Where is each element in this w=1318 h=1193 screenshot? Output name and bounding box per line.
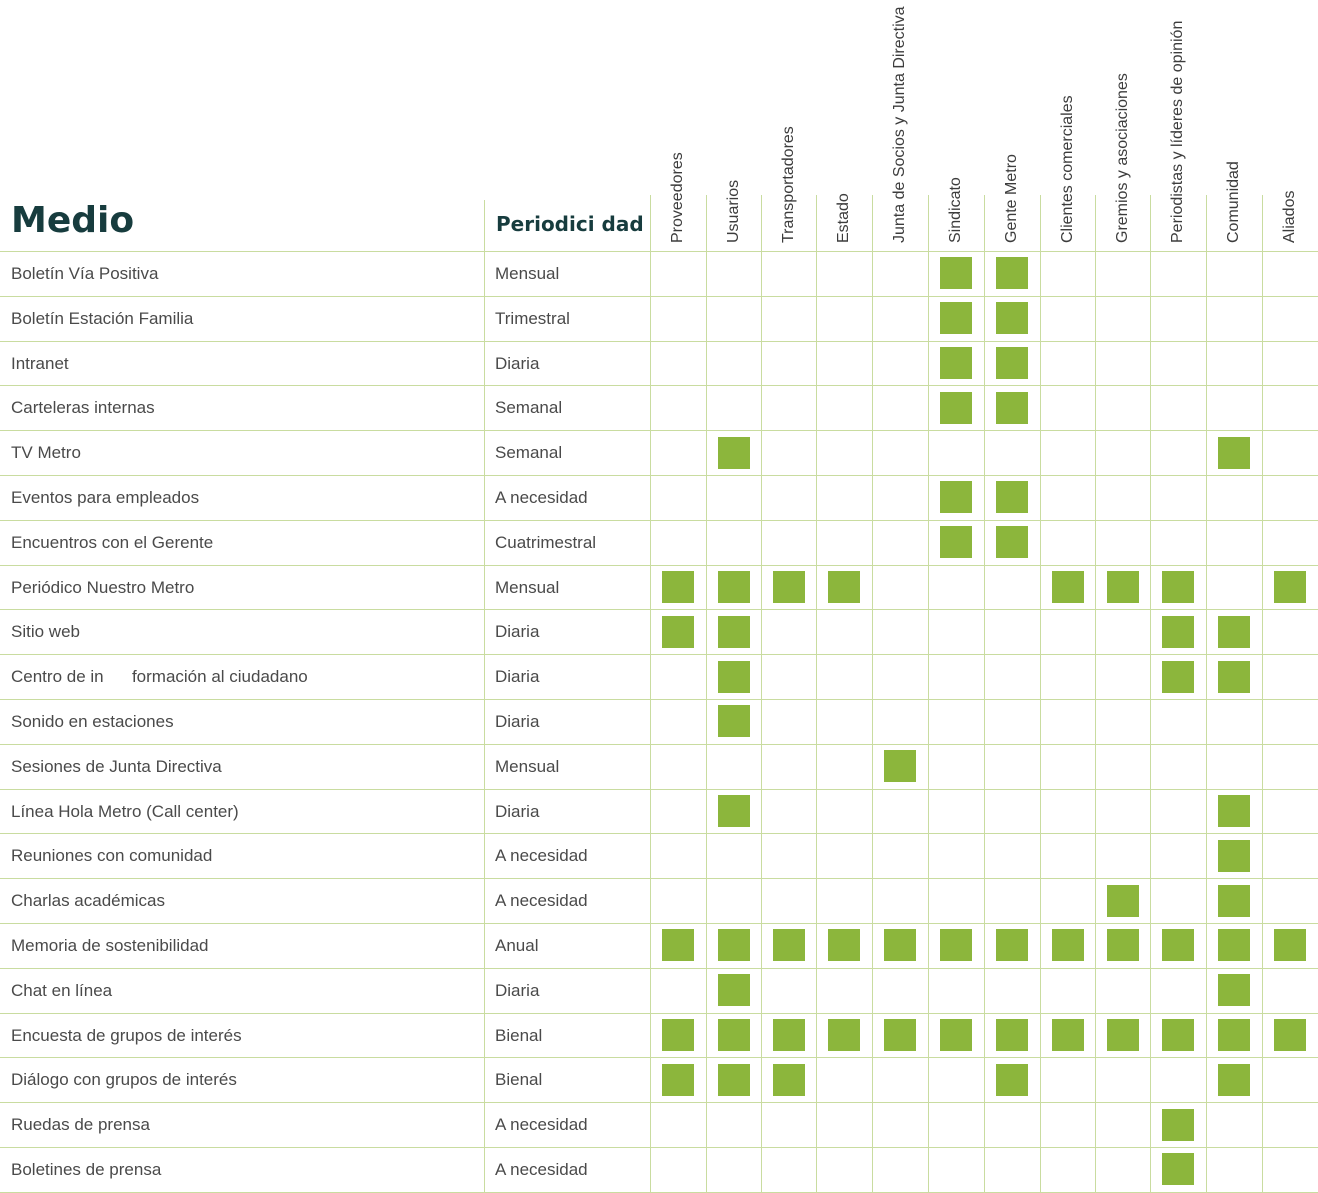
check-mark (1218, 661, 1250, 693)
check-mark (940, 929, 972, 961)
column-divider (1150, 195, 1151, 1193)
check-mark (996, 347, 1028, 379)
column-divider (706, 195, 707, 1193)
row-divider (0, 385, 1318, 386)
check-mark (884, 929, 916, 961)
check-mark (996, 1064, 1028, 1096)
check-mark (662, 1064, 694, 1096)
row-periodicidad: Anual (495, 936, 539, 955)
check-mark (1218, 1019, 1250, 1051)
check-mark (718, 795, 750, 827)
check-mark (996, 1019, 1028, 1051)
row-divider (0, 430, 1318, 431)
row-divider (0, 296, 1318, 297)
stakeholder-header: Estado (835, 193, 852, 243)
check-mark (718, 974, 750, 1006)
stakeholder-header: Usuarios (724, 179, 742, 243)
row-medio: Sesiones de Junta Directiva (11, 757, 222, 776)
row-periodicidad: Mensual (495, 578, 560, 597)
row-medio: Ruedas de prensa (11, 1115, 150, 1134)
check-mark (1162, 1153, 1194, 1185)
row-periodicidad: Semanal (495, 443, 563, 462)
row-medio: Línea Hola Metro (Call center) (11, 802, 239, 821)
stakeholder-header: Comunidad (1225, 161, 1242, 243)
check-mark (773, 1064, 805, 1096)
check-mark (1107, 1019, 1139, 1051)
check-mark (996, 481, 1028, 513)
check-mark (1218, 437, 1250, 469)
check-mark (1218, 974, 1250, 1006)
check-mark (1274, 571, 1306, 603)
check-mark (1218, 616, 1250, 648)
check-mark (718, 616, 750, 648)
check-mark (1218, 929, 1250, 961)
row-medio: Intranet (11, 354, 69, 373)
column-divider (650, 195, 651, 1193)
row-periodicidad: A necesidad (495, 1160, 588, 1179)
check-mark (996, 392, 1028, 424)
row-divider (0, 609, 1318, 610)
check-mark (1052, 929, 1084, 961)
check-mark (996, 257, 1028, 289)
row-medio: Carteleras internas (11, 398, 155, 417)
column-divider (1095, 195, 1096, 1193)
header-divider (0, 251, 1318, 252)
check-mark (1162, 661, 1194, 693)
check-mark (773, 1019, 805, 1051)
check-mark (1218, 1064, 1250, 1096)
row-divider (0, 699, 1318, 700)
row-medio: Charlas académicas (11, 891, 166, 910)
row-divider (0, 1102, 1318, 1103)
row-divider (0, 1147, 1318, 1148)
row-periodicidad: Diaria (495, 354, 540, 373)
check-mark (940, 347, 972, 379)
row-periodicidad: Diaria (495, 622, 540, 641)
check-mark (1107, 571, 1139, 603)
row-medio: Boletín Estación Familia (11, 309, 194, 328)
check-mark (1218, 885, 1250, 917)
check-mark (662, 571, 694, 603)
row-divider (0, 744, 1318, 745)
stakeholder-header: Gente Metro (1003, 154, 1020, 243)
row-medio: Chat en línea (11, 981, 113, 1000)
check-mark (1274, 929, 1306, 961)
column-divider (1040, 195, 1041, 1193)
row-medio: Eventos para empleados (11, 488, 200, 507)
check-mark (718, 705, 750, 737)
check-mark (718, 1064, 750, 1096)
row-medio: Diálogo con grupos de interés (11, 1070, 237, 1089)
row-periodicidad: Mensual (495, 264, 560, 283)
check-mark (828, 929, 860, 961)
row-medio: Sonido en estaciones (11, 712, 174, 731)
row-divider (0, 833, 1318, 834)
row-periodicidad: Diaria (495, 981, 540, 1000)
row-periodicidad: A necesidad (495, 488, 588, 507)
row-divider (0, 968, 1318, 969)
row-medio: Reuniones con comunidad (11, 846, 213, 865)
check-mark (1107, 885, 1139, 917)
row-medio: Boletines de prensa (11, 1160, 162, 1179)
check-mark (773, 571, 805, 603)
row-divider (0, 654, 1318, 655)
check-mark (828, 571, 860, 603)
check-mark (1274, 1019, 1306, 1051)
stakeholder-header: Clientes comerciales (1058, 95, 1076, 243)
check-mark (996, 526, 1028, 558)
stakeholder-header: Periodistas y líderes de opinión (1169, 20, 1186, 243)
stakeholder-header: Aliados (1281, 190, 1298, 243)
check-mark (1107, 929, 1139, 961)
check-mark (662, 1019, 694, 1051)
check-mark (662, 616, 694, 648)
check-mark (1218, 840, 1250, 872)
stakeholder-header: Transportadores (779, 126, 797, 243)
check-mark (884, 1019, 916, 1051)
column-divider (484, 200, 485, 1193)
check-mark (940, 481, 972, 513)
check-mark (1052, 571, 1084, 603)
check-mark (1162, 616, 1194, 648)
check-mark (718, 437, 750, 469)
row-periodicidad: A necesidad (495, 1115, 588, 1134)
check-mark (996, 302, 1028, 334)
row-periodicidad: A necesidad (495, 846, 588, 865)
row-medio: Encuesta de grupos de interés (11, 1026, 242, 1045)
row-divider (0, 789, 1318, 790)
check-mark (1052, 1019, 1084, 1051)
row-periodicidad: Cuatrimestral (495, 533, 597, 552)
row-periodicidad: Mensual (495, 757, 560, 776)
row-medio: TV Metro (11, 443, 81, 462)
row-divider (0, 475, 1318, 476)
row-divider (0, 520, 1318, 521)
row-periodicidad: Trimestral (495, 309, 570, 328)
check-mark (884, 750, 916, 782)
row-medio: Sitio web (11, 622, 80, 641)
check-mark (718, 571, 750, 603)
row-periodicidad: Diaria (495, 802, 540, 821)
check-mark (996, 929, 1028, 961)
check-mark (718, 661, 750, 693)
check-mark (940, 392, 972, 424)
column-divider (761, 195, 762, 1193)
column-divider (1262, 195, 1263, 1193)
row-divider (0, 923, 1318, 924)
row-medio: Periódico Nuestro Metro (11, 578, 195, 597)
stakeholder-header: Junta de Socios y Junta Directiva (891, 6, 908, 243)
header-periodicidad: Periodici dad (496, 212, 644, 236)
check-mark (940, 526, 972, 558)
row-divider (0, 341, 1318, 342)
check-mark (773, 929, 805, 961)
row-medio: Encuentros con el Gerente (11, 533, 214, 552)
check-mark (1162, 929, 1194, 961)
row-divider (0, 1013, 1318, 1014)
check-mark (1162, 571, 1194, 603)
check-mark (662, 929, 694, 961)
check-mark (718, 929, 750, 961)
stakeholder-header: Proveedores (669, 152, 686, 243)
row-periodicidad: Semanal (495, 398, 563, 417)
column-divider (872, 195, 873, 1193)
stakeholder-header: Sindicato (947, 177, 964, 243)
row-periodicidad: Diaria (495, 667, 540, 686)
column-divider (1206, 195, 1207, 1193)
column-divider (928, 195, 929, 1193)
check-mark (1218, 795, 1250, 827)
row-divider (0, 878, 1318, 879)
check-mark (940, 302, 972, 334)
check-mark (940, 257, 972, 289)
row-periodicidad: Bienal (495, 1070, 543, 1089)
header-medio: Medio (11, 200, 135, 241)
row-divider (0, 565, 1318, 566)
row-periodicidad: Diaria (495, 712, 540, 731)
row-periodicidad: Bienal (495, 1026, 543, 1045)
row-medio: Centro de in formación al ciudadano (11, 667, 308, 686)
column-divider (816, 195, 817, 1193)
row-divider (0, 1057, 1318, 1058)
check-mark (718, 1019, 750, 1051)
row-periodicidad: A necesidad (495, 891, 588, 910)
stakeholder-header: Gremios y asociaciones (1113, 73, 1131, 243)
check-mark (1162, 1019, 1194, 1051)
check-mark (940, 1019, 972, 1051)
check-mark (828, 1019, 860, 1051)
check-mark (1162, 1109, 1194, 1141)
row-medio: Memoria de sostenibilidad (11, 936, 209, 955)
row-medio: Boletín Vía Positiva (11, 264, 159, 283)
column-divider (984, 195, 985, 1193)
